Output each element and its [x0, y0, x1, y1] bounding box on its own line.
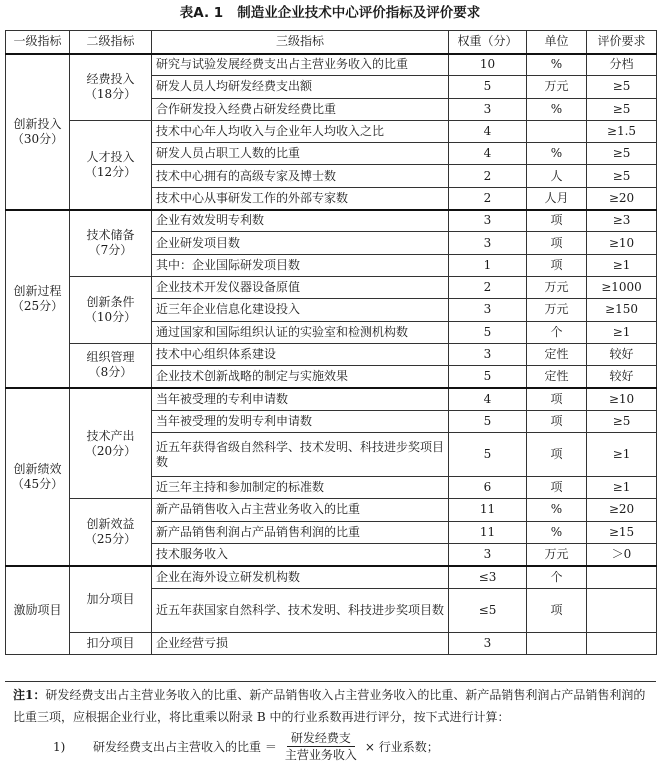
- indicator-cell: 其中：企业国际研发项目数: [152, 254, 449, 276]
- level2-name: 技术产出: [86, 428, 135, 443]
- level1-name: 创新过程: [13, 283, 62, 298]
- unit-cell: 项: [527, 433, 587, 477]
- weight-cell: 5: [449, 321, 527, 343]
- unit-cell: 个: [527, 321, 587, 343]
- level1-cell: [6, 388, 70, 566]
- unit-cell: %: [527, 499, 587, 521]
- level1-score: （45分）: [11, 476, 64, 491]
- level2-cell: [70, 499, 152, 566]
- level2-score: （25分）: [84, 532, 137, 547]
- unit-cell: 项: [527, 210, 587, 232]
- table-row: [6, 566, 657, 588]
- table-row: [6, 632, 657, 654]
- weight-cell: 4: [449, 388, 527, 410]
- weight-cell: 3: [449, 232, 527, 254]
- weight-cell: 1: [449, 254, 527, 276]
- level2-cell: [70, 566, 152, 632]
- indicator-cell: 企业经营亏损: [152, 632, 449, 654]
- level2-cell: [70, 54, 152, 121]
- column-header: 二级指标: [70, 31, 152, 54]
- unit-cell: 万元: [527, 299, 587, 321]
- level2-name: 人才投入: [86, 149, 135, 164]
- table-body: [6, 54, 657, 655]
- requirement-cell: 较好: [587, 343, 657, 365]
- level1-score: （25分）: [11, 298, 64, 313]
- table-row: [6, 120, 657, 142]
- weight-cell: 11: [449, 499, 527, 521]
- formula-fraction: [281, 730, 361, 763]
- table-row: [6, 388, 657, 410]
- weight-cell: ≤3: [449, 566, 527, 588]
- level1-cell: [6, 210, 70, 388]
- requirement-cell: ≥10: [587, 388, 657, 410]
- level2-cell: [70, 120, 152, 209]
- column-header: 单位: [527, 31, 587, 54]
- weight-cell: 3: [449, 210, 527, 232]
- indicator-cell: 近三年企业信息化建设投入: [152, 299, 449, 321]
- indicator-cell: 技术中心拥有的高级专家及博士数: [152, 165, 449, 187]
- level2-score: （18分）: [84, 87, 137, 102]
- indicator-cell: 当年被受理的发明专利申请数: [152, 410, 449, 432]
- weight-cell: 11: [449, 521, 527, 543]
- formula-index: 1): [53, 739, 66, 754]
- unit-cell: 定性: [527, 366, 587, 388]
- level2-cell: [70, 210, 152, 277]
- requirement-cell: ≥5: [587, 143, 657, 165]
- level2-score: （10分）: [84, 309, 137, 324]
- level2-cell: [70, 632, 152, 654]
- table-row: [6, 210, 657, 232]
- note-paragraph: [13, 684, 652, 728]
- unit-cell: [527, 120, 587, 142]
- indicator-cell: 研发人员人均研发经费支出额: [152, 76, 449, 98]
- level2-cell: [70, 388, 152, 499]
- unit-cell: %: [527, 54, 587, 76]
- unit-cell: %: [527, 143, 587, 165]
- unit-cell: 项: [527, 477, 587, 499]
- requirement-cell: ≥20: [587, 499, 657, 521]
- level2-score: （7分）: [88, 243, 133, 258]
- indicator-cell: 通过国家和国际组织认证的实验室和检测机构数: [152, 321, 449, 343]
- level2-score: （20分）: [84, 443, 137, 458]
- requirement-cell: [587, 566, 657, 588]
- table-row: [6, 343, 657, 365]
- indicator-cell: 技术服务收入: [152, 543, 449, 565]
- unit-cell: 万元: [527, 276, 587, 298]
- formula-denominator: 主营业务收入: [284, 748, 357, 762]
- weight-cell: 3: [449, 632, 527, 654]
- requirement-cell: ≥15: [587, 521, 657, 543]
- level2-name: 创新效益: [86, 517, 135, 532]
- column-header: 三级指标: [152, 31, 449, 54]
- unit-cell: 定性: [527, 343, 587, 365]
- indicator-cell: 企业在海外设立研发机构数: [152, 566, 449, 588]
- level2-name: 经费投入: [86, 72, 135, 87]
- level2-name: 创新条件: [86, 294, 135, 309]
- unit-cell: [527, 632, 587, 654]
- indicator-cell: 近五年获得省级自然科学、技术发明、科技进步奖项目数: [152, 433, 449, 477]
- requirement-cell: ≥5: [587, 410, 657, 432]
- requirement-cell: ＞0: [587, 543, 657, 565]
- formula-rhs: × 行业系数；: [364, 739, 439, 754]
- unit-cell: 人月: [527, 187, 587, 209]
- requirement-cell: ≥150: [587, 299, 657, 321]
- level1-name: 创新绩效: [13, 461, 62, 476]
- level1-cell: [6, 566, 70, 655]
- weight-cell: 5: [449, 366, 527, 388]
- level2-name: 加分项目: [86, 591, 135, 606]
- table-row: [6, 276, 657, 298]
- indicator-cell: 研发人员占职工人数的比重: [152, 143, 449, 165]
- weight-cell: 5: [449, 76, 527, 98]
- weight-cell: 4: [449, 120, 527, 142]
- weight-cell: 2: [449, 187, 527, 209]
- unit-cell: 万元: [527, 543, 587, 565]
- requirement-cell: ≥1.5: [587, 120, 657, 142]
- level1-name: 创新投入: [13, 116, 62, 131]
- weight-cell: 3: [449, 343, 527, 365]
- level2-name: 技术储备: [86, 228, 135, 243]
- table-title: [0, 0, 660, 28]
- column-header: 评价要求: [587, 31, 657, 54]
- weight-cell: 5: [449, 433, 527, 477]
- note-block: [5, 681, 656, 768]
- indicator-cell: 企业研发项目数: [152, 232, 449, 254]
- unit-cell: 个: [527, 566, 587, 588]
- table-row: [6, 54, 657, 76]
- evaluation-table: [5, 30, 657, 655]
- column-header: 权重（分）: [449, 31, 527, 54]
- indicator-cell: 当年被受理的专利申请数: [152, 388, 449, 410]
- formula: [13, 730, 652, 763]
- requirement-cell: 较好: [587, 366, 657, 388]
- note-text: 研发经费支出占主营业务收入的比重、新产品销售收入占主营业务收入的比重、新产品销售利润占产品销售利润的比重三项，应根据企业行业，将比重乘以附录 B 中的行业系数再进行评分，按下式进行计算：: [13, 688, 646, 724]
- level1-cell: [6, 54, 70, 210]
- requirement-cell: ≥5: [587, 76, 657, 98]
- unit-cell: 项: [527, 232, 587, 254]
- requirement-cell: ≥3: [587, 210, 657, 232]
- column-header: 一级指标: [6, 31, 70, 54]
- indicator-cell: 企业技术创新战略的制定与实施效果: [152, 366, 449, 388]
- level2-name: 扣分项目: [86, 635, 135, 650]
- level2-cell: [70, 276, 152, 343]
- unit-cell: %: [527, 521, 587, 543]
- header-row: [6, 31, 657, 54]
- requirement-cell: ≥1: [587, 477, 657, 499]
- weight-cell: 3: [449, 543, 527, 565]
- weight-cell: 4: [449, 143, 527, 165]
- requirement-cell: ≥1000: [587, 276, 657, 298]
- requirement-cell: ≥10: [587, 232, 657, 254]
- table-row: [6, 499, 657, 521]
- unit-cell: 项: [527, 410, 587, 432]
- level2-name: 组织管理: [86, 350, 135, 365]
- requirement-cell: [587, 588, 657, 632]
- table-number: 表A. 1: [179, 5, 224, 21]
- weight-cell: 10: [449, 54, 527, 76]
- requirement-cell: ≥1: [587, 321, 657, 343]
- weight-cell: 5: [449, 410, 527, 432]
- weight-cell: 3: [449, 98, 527, 120]
- formula-lhs: 研发经费支出占主营收入的比重 ＝: [93, 739, 277, 754]
- indicator-cell: 新产品销售收入占主营业务收入的比重: [152, 499, 449, 521]
- indicator-cell: 研究与试验发展经费支出占主营业务收入的比重: [152, 54, 449, 76]
- unit-cell: 万元: [527, 76, 587, 98]
- level1-score: （30分）: [11, 131, 64, 146]
- indicator-cell: 近三年主持和参加制定的标准数: [152, 477, 449, 499]
- indicator-cell: 合作研发投入经费占研发经费比重: [152, 98, 449, 120]
- unit-cell: 项: [527, 254, 587, 276]
- indicator-cell: 企业有效发明专利数: [152, 210, 449, 232]
- level1-name: 激励项目: [13, 602, 62, 617]
- level2-score: （8分）: [88, 365, 133, 380]
- requirement-cell: ≥1: [587, 254, 657, 276]
- weight-cell: 2: [449, 165, 527, 187]
- note-label: 注1：: [13, 688, 46, 702]
- unit-cell: 人: [527, 165, 587, 187]
- requirement-cell: [587, 632, 657, 654]
- requirement-cell: 分档: [587, 54, 657, 76]
- formula-numerator: 研发经费支: [287, 730, 355, 747]
- weight-cell: ≤5: [449, 588, 527, 632]
- weight-cell: 3: [449, 299, 527, 321]
- requirement-cell: ≥1: [587, 433, 657, 477]
- indicator-cell: 近五年获国家自然科学、技术发明、科技进步奖项目数: [152, 588, 449, 632]
- indicator-cell: 技术中心组织体系建设: [152, 343, 449, 365]
- requirement-cell: ≥5: [587, 165, 657, 187]
- level2-score: （12分）: [84, 164, 137, 179]
- indicator-cell: 技术中心从事研发工作的外部专家数: [152, 187, 449, 209]
- table-title-text: 制造业企业技术中心评价指标及评价要求: [237, 5, 481, 21]
- unit-cell: 项: [527, 588, 587, 632]
- level2-cell: [70, 343, 152, 388]
- requirement-cell: ≥20: [587, 187, 657, 209]
- weight-cell: 2: [449, 276, 527, 298]
- weight-cell: 6: [449, 477, 527, 499]
- indicator-cell: 新产品销售利润占产品销售利润的比重: [152, 521, 449, 543]
- requirement-cell: ≥5: [587, 98, 657, 120]
- indicator-cell: 技术中心年人均收入与企业年人均收入之比: [152, 120, 449, 142]
- unit-cell: %: [527, 98, 587, 120]
- unit-cell: 项: [527, 388, 587, 410]
- indicator-cell: 企业技术开发仪器设备原值: [152, 276, 449, 298]
